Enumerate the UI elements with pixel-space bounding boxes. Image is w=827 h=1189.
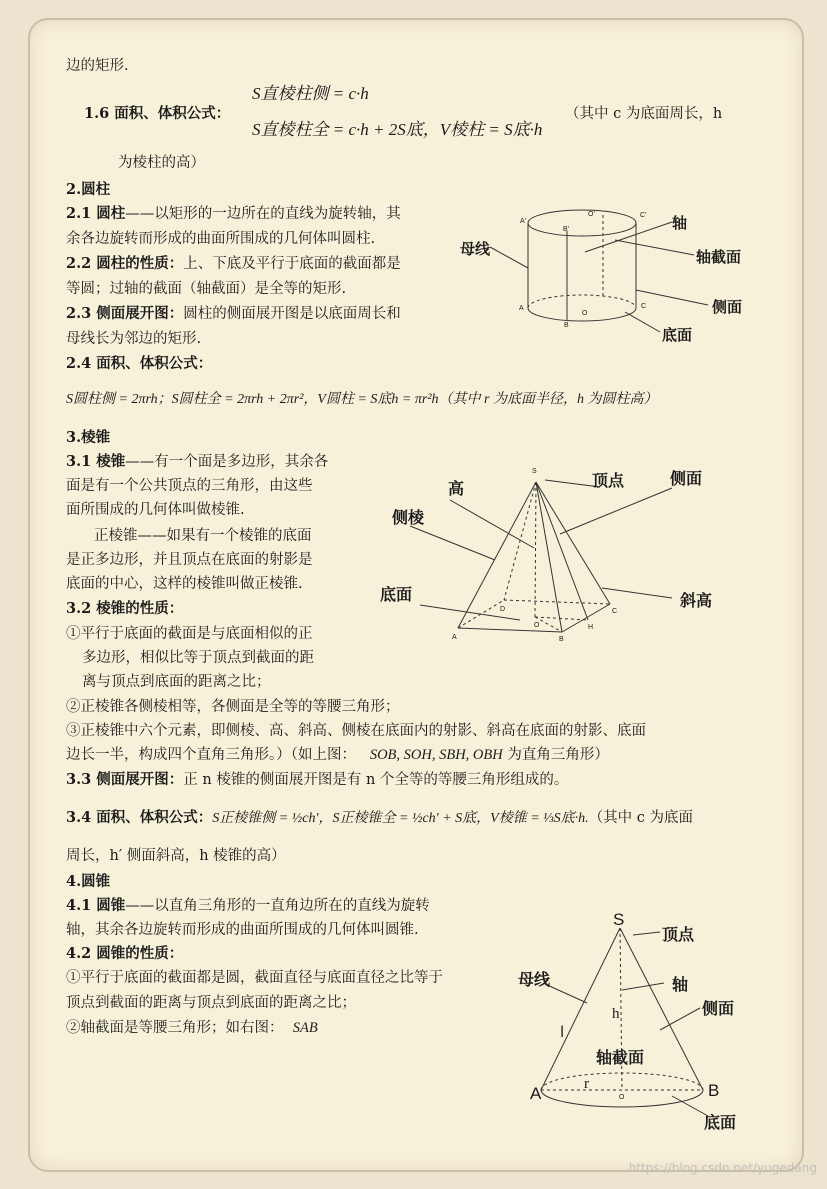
cylinder-label-base: 底面 (662, 326, 693, 344)
prism-text: 边的矩形. (66, 58, 129, 74)
cone-label-h: h (612, 1006, 620, 1022)
cylinder-point-A: A (519, 305, 524, 312)
cone-point-B: B (708, 1081, 720, 1100)
cylinder-properties-cont: 等圆；过轴的截面（轴截面）是全等的矩形. (66, 281, 347, 297)
pyramid-point-S: S (532, 468, 537, 475)
prism-total-area-volume-formula: S直棱柱全 = c·h + 2S底，V棱柱 = S底·h (252, 120, 543, 139)
pyramid-property-2: ②正棱锥各侧棱相等，各侧面是全等的等腰三角形； (66, 699, 400, 715)
cone-label-base: 底面 (704, 1113, 737, 1132)
pyramid-point-C: C (612, 608, 618, 615)
pyramid-label-height: 高 (448, 479, 465, 498)
pyramid-point-B: B (559, 636, 564, 643)
cone-property-1-cont: 顶点到截面的距离与顶点到底面的距离之比； (66, 995, 356, 1011)
cone-heading: 4.圆锥 (66, 873, 111, 890)
cylinder-point-C: C (641, 303, 647, 310)
prism-note: （其中 c 为底面周长，h (565, 106, 723, 122)
section-2-3-heading: 2.3 侧面展开图： (66, 305, 184, 322)
cone-label-axis: 轴 (672, 975, 689, 994)
pyramid-area-volume-formula: S正棱锥侧 = ½ch′，S正棱锥全 = ½ch′ + S底，V棱锥 = ⅓S底·h. (212, 811, 589, 826)
cylinder-definition-cont: 余各边旋转而形成的曲面所围成的几何体叫圆柱. (66, 231, 376, 247)
cone-point-O: O (619, 1094, 625, 1101)
section-1-6-heading: 1.6 面积、体积公式： (84, 105, 231, 122)
cone-label-generatrix: 母线 (518, 970, 551, 989)
pyramid-label-slant-height: 斜高 (680, 591, 713, 610)
pyramid-label-lateral-edge: 侧棱 (392, 508, 425, 527)
leader-axis (622, 983, 664, 990)
pyramid-definition: ——有一个面是多边形，其余各 (125, 454, 329, 470)
pyramid-property-1: ①平行于底面的截面是与底面相似的正 (66, 626, 313, 642)
cylinder-heading: 2.圆柱 (66, 181, 111, 198)
section-4-1-heading: 4.1 圆锥 (66, 897, 126, 914)
pyramid-definition-cont1: 面是有一个公共顶点的三角形，由这些 (66, 478, 313, 494)
pyramid-point-O: O (534, 622, 540, 629)
cylinder-point-B: B (564, 322, 569, 329)
pyramid-formula-note-cont: 周长，h′ 侧面斜高，h 棱锥的高） (66, 848, 286, 864)
section-3-1-heading: 3.1 棱锥 (66, 453, 126, 470)
cylinder-label-axial-section: 轴截面 (696, 248, 742, 266)
cylinder-development-cont: 母线长为邻边的矩形. (66, 331, 202, 347)
cone-label-axial-section: 轴截面 (596, 1048, 645, 1067)
watermark: https://blog.csdn.net/yugedang (628, 1161, 817, 1175)
cylinder-properties: 上、下底及平行于底面的截面都是 (183, 256, 401, 272)
pyramid-property-1-cont2: 离与顶点到底面的距离之比； (82, 674, 271, 690)
cone-point-S: S (613, 910, 625, 929)
pyramid-definition-cont2: 面所围成的几何体叫做棱锥. (66, 502, 245, 518)
cone-definition: ——以直角三角形的一直角边所在的直线为旋转 (125, 898, 430, 914)
pyramid-point-D: D (500, 606, 506, 613)
cylinder-point-B1: B' (563, 226, 570, 233)
pyramid-point-H: H (588, 624, 594, 631)
leader-apex (633, 932, 660, 935)
prism-note-cont: 为棱柱的高） (118, 155, 205, 171)
pyramid-property-3: ③正棱锥中六个元素，即侧棱、高、斜高、侧棱在底面内的射影、斜高在底面的射影、底面 (66, 723, 646, 739)
cylinder-point-A1: A' (520, 218, 527, 225)
leader-generatrix (545, 984, 587, 1003)
section-2-2-heading: 2.2 圆柱的性质： (66, 255, 184, 272)
pyramid-property-3-end: 为直角三角形） (507, 747, 609, 763)
pyramid-label-apex: 顶点 (592, 471, 625, 490)
pyramid-right-triangles: SOB, SOH, SBH, OBH (369, 747, 503, 763)
cone-label-lateral: 侧面 (702, 999, 735, 1018)
cone-label-apex: 顶点 (662, 925, 695, 944)
cylinder-label-generatrix: 母线 (460, 240, 491, 258)
pyramid-point-A: A (452, 634, 457, 641)
cylinder-formula: S圆柱侧 = 2πrh；S圆柱全 = 2πrh + 2πr²，V圆柱 = S底h = πr²h（其中 r 为底面半径，h 为圆柱高） (66, 392, 658, 407)
section-4-2-heading: 4.2 圆锥的性质： (66, 945, 184, 962)
pyramid-formula-note: （其中 c 为底面 (588, 810, 694, 826)
section-3-2-heading: 3.2 棱锥的性质： (66, 600, 184, 617)
regular-pyramid-definition: 正棱锥——如果有一个棱锥的底面 (94, 528, 312, 544)
cylinder-point-C1: C' (640, 212, 647, 219)
section-3-3-heading: 3.3 侧面展开图： (66, 771, 184, 788)
regular-pyramid-definition-cont1: 是正多边形，并且顶点在底面的射影是 (66, 552, 313, 568)
cylinder-label-lateral: 侧面 (712, 298, 743, 316)
cone-property-1: ①平行于底面的截面都是圆，截面直径与底面直径之比等于 (66, 970, 443, 986)
cone-base-back (541, 1073, 703, 1090)
pyramid-property-1-cont1: 多边形，相似比等于顶点到截面的距 (82, 650, 314, 666)
cylinder-point-O1: O' (588, 211, 595, 218)
pyramid-property-3-cont: 边长一半，构成四个直角三角形。）（如上图： (66, 747, 356, 763)
pyramid-label-base: 底面 (380, 585, 413, 604)
regular-pyramid-definition-cont2: 底面的中心，这样的棱锥叫做正棱锥. (66, 576, 303, 592)
cylinder-point-O: O (582, 310, 588, 317)
cone-label-r: r (584, 1076, 589, 1092)
cylinder-development: 圆柱的侧面展开图是以底面周长和 (183, 306, 401, 322)
cone-definition-cont: 轴，其余各边旋转而形成的曲面所围成的几何体叫圆锥. (66, 922, 419, 938)
cone-axial-triangle: SAB (292, 1020, 318, 1036)
cylinder-label-axis: 轴 (672, 214, 688, 232)
section-3-4-heading: 3.4 面积、体积公式： (66, 809, 213, 826)
cone-label-l: l (560, 1023, 565, 1041)
pyramid-heading: 3.棱锥 (66, 429, 111, 446)
leader-lateral (660, 1008, 700, 1030)
section-2-4-heading: 2.4 面积、体积公式： (66, 355, 213, 372)
prism-lateral-area-formula: S直棱柱侧 = c·h (252, 84, 369, 103)
pyramid-label-lateral-face: 侧面 (670, 469, 703, 488)
cylinder-definition: ——以矩形的一边所在的直线为旋转轴，其 (125, 206, 401, 222)
section-2-1-heading: 2.1 圆柱 (66, 205, 126, 222)
cone-property-2: ②轴截面是等腰三角形；如右图： (66, 1020, 284, 1036)
cone-point-A: A (530, 1084, 542, 1103)
pyramid-development: 正 n 棱锥的侧面展开图是有 n 个全等的等腰三角形组成的。 (183, 772, 569, 788)
